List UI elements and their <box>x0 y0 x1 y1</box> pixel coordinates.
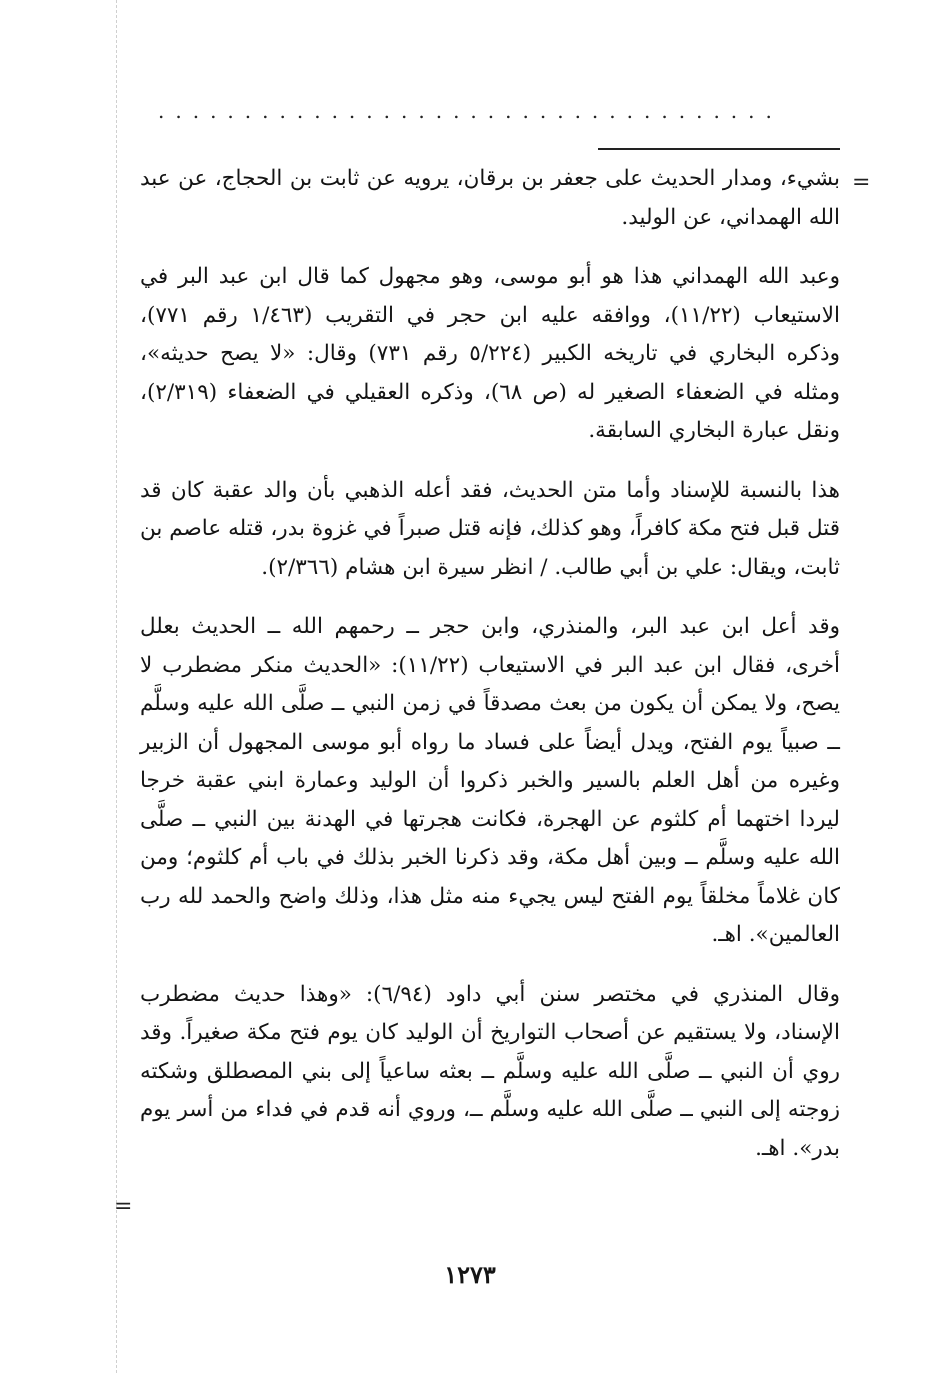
paragraph-1: بشيء، ومدار الحديث على جعفر بن برقان، يرويه عن ثابت بن الحجاج، عن عبد الله الهمداني، عن الوليد. <box>140 166 840 230</box>
paragraph-4: وقد أعل ابن عبد البر، والمنذري، وابن حجر ــ رحمهم الله ــ الحديث بعلل أخرى، فقال ابن عبد البر في الاستيعاب (١١/٢٢): «الحديث منكر مضطرب لا يصح، ولا يمكن أن يكون من بعث مصدقاً في زمن النبي ــ صلَّى الله عليه وسلَّم ــ صبياً يوم الفتح، ويدل أيضاً على فساد ما رواه أبو موسى المجهول أن الزبير وغيره من أهل العلم بالسير والخبر ذكروا أن الوليد وعمارة ابني عقبة خرجا ليردا اختهما أم كلثوم عن الهجرة، فكانت هجرتها في الهدنة بين النبي ــ صلَّى الله عليه وسلَّم ــ وبين أهل مكة، وقد ذكرنا الخبر بذلك في باب أم كلثوم؛ ومن كان غلاماً مخلقاً يوم الفتح ليس يجيء منه مثل هذا، وذلك واضح والحمد لله رب العالمين». اهـ. <box>140 614 840 947</box>
header-dotted-line: .................................... <box>158 99 783 123</box>
footnote-body <box>140 160 840 1189</box>
footnote-separator-rule <box>598 148 840 150</box>
continuation-marker-left: = <box>114 1194 133 1219</box>
scan-edge-line <box>116 0 117 1373</box>
continuation-marker-right: = <box>852 170 871 195</box>
page-number: ١٢٧٣ <box>444 1260 496 1289</box>
paragraph-5: وقال المنذري في مختصر سنن أبي داود (٦/٩٤): «وهذا حديث مضطرب الإسناد، ولا يستقيم عن أصحاب التواريخ أن الوليد كان يوم فتح مكة صغيراً. وقد روي أن النبي ــ صلَّى الله عليه وسلَّم ــ بعثه ساعياً إلى بني المصطلق وشكته زوجته إلى النبي ــ صلَّى الله عليه وسلَّم ــ، وروي أنه قدم في فداء من أسر يوم بدر». اهـ. <box>140 981 840 1161</box>
paragraph-3: هذا بالنسبة للإسناد وأما متن الحديث، فقد أعله الذهبي بأن والد عقبة كان قد قتل قبل فتح مكة كافراً، وهو كذلك، فإنه قتل صبراً في غزوة بدر، قتله عاصم بن ثابت، ويقال: علي بن أبي طالب. / انظر سيرة ابن هشام (٢/٣٦٦). <box>140 477 840 580</box>
paragraph-2: وعبد الله الهمداني هذا هو أبو موسى، وهو مجهول كما قال ابن عبد البر في الاستيعاب (١١/٢٢)، ووافقه عليه ابن حجر في التقريب (١/٤٦٣ رقم ٧٧١)، وذكره البخاري في تاريخه الكبير (٥/٢٢٤ رقم ٧٣١) وقال: «لا يصح حديثه»، ومثله في الضعفاء الصغير له (ص ٦٨)، وذكره العقيلي في الضعفاء (٢/٣١٩)، ونقل عبارة البخاري السابقة. <box>140 264 840 443</box>
